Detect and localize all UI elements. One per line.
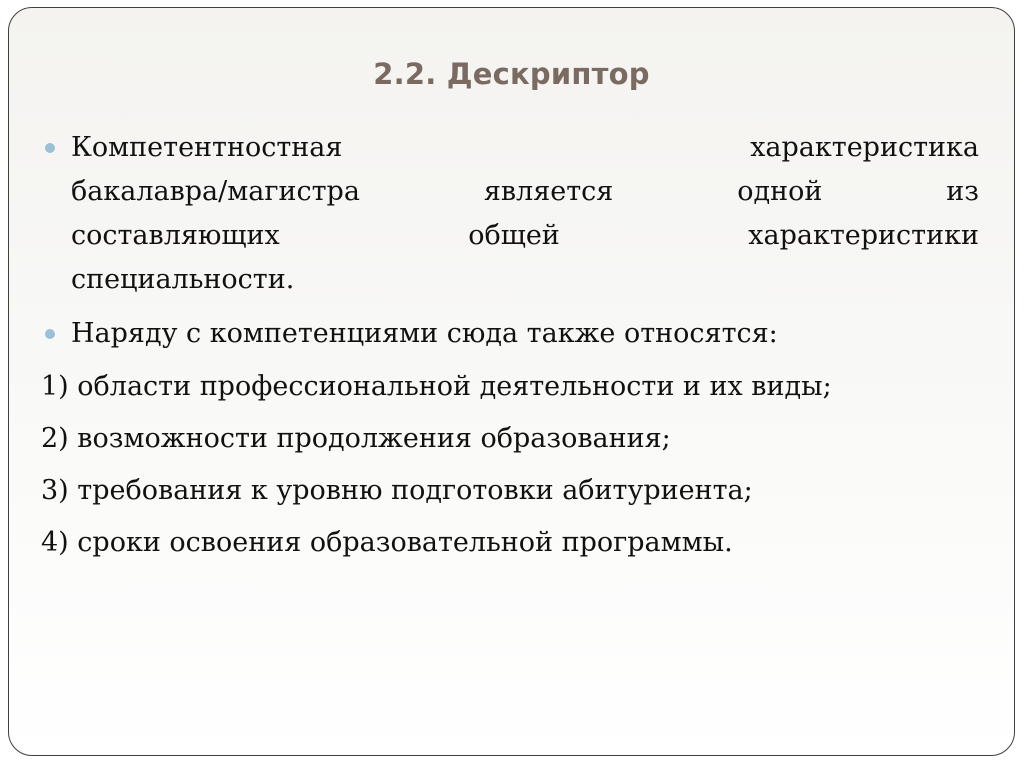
numbered-item-1: 1) области профессиональной деятельности и их виды; xyxy=(41,371,832,402)
bullet-item-1 xyxy=(71,126,979,302)
slide xyxy=(8,7,1015,756)
word: специальности. xyxy=(71,264,295,295)
word: общей xyxy=(468,220,560,251)
bullet-1-line-4 xyxy=(71,258,979,302)
word: Компетентностная xyxy=(71,132,343,163)
word: является xyxy=(483,176,614,207)
bullet-icon xyxy=(45,143,55,153)
slide-content xyxy=(9,8,1014,755)
bullet-1-line-2 xyxy=(71,170,979,214)
word: из xyxy=(946,176,979,207)
bullet-1-line-1 xyxy=(71,126,979,170)
word: одной xyxy=(737,176,823,207)
numbered-item-3: 3) требования к уровню подготовки абитуриента; xyxy=(41,475,753,506)
word: характеристики xyxy=(748,220,979,251)
bullet-item-2 xyxy=(71,312,979,356)
word: характеристика xyxy=(750,132,979,163)
word: бакалавра/магистра xyxy=(71,176,360,207)
word: составляющих xyxy=(71,220,280,251)
bullet-1-line-3 xyxy=(71,214,979,258)
bullet-icon xyxy=(45,329,55,339)
numbered-item-2: 2) возможности продолжения образования; xyxy=(41,423,671,454)
page-title: 2.2. Дескриптор xyxy=(373,57,650,91)
numbered-item-4: 4) сроки освоения образовательной программы. xyxy=(41,527,733,558)
bullet-2-text: Наряду с компетенциями сюда также относятся: xyxy=(71,318,778,349)
